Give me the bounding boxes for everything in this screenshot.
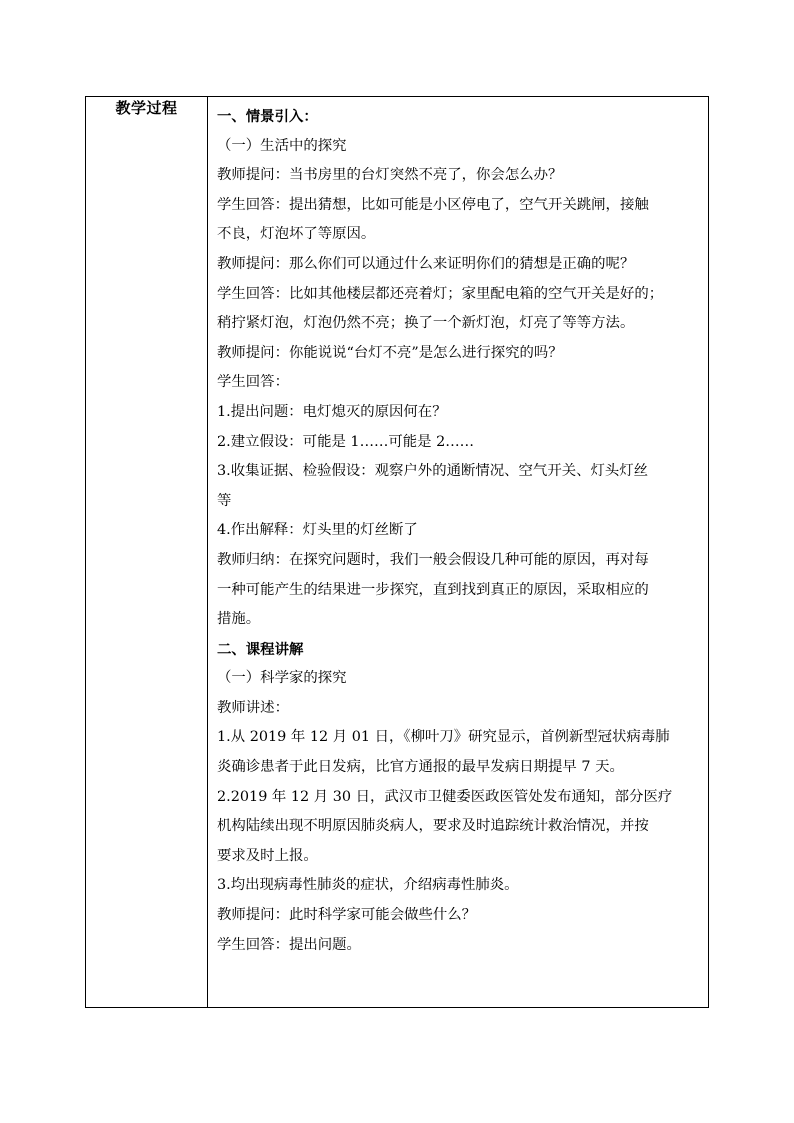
text-line: （一）生活中的探究 [217, 137, 347, 154]
text-line: 一种可能产生的结果进一步探究，直到找到真正的原因，采取相应的 [217, 581, 649, 598]
text-line: 2.建立假设：可能是 1……可能是 2…… [217, 433, 475, 450]
text-line: 学生回答：提出问题。 [217, 936, 361, 953]
text-line: 教师提问：那么你们可以通过什么来证明你们的猜想是正确的呢？ [217, 255, 635, 272]
table-row [86, 97, 709, 1008]
text-line: 1.从 2019 年 12 月 01 日，《柳叶刀》研究显示，首例新型冠状病毒肺 [217, 729, 670, 746]
text-line: 教师提问：当书房里的台灯突然不亮了，你会怎么办？ [217, 167, 563, 184]
text-line: 教师提问：你能说说“台灯不亮”是怎么进行探究的吗？ [217, 344, 563, 361]
text-line: 机构陆续出现不明原因肺炎病人，要求及时追踪统计救治情况，并按 [217, 818, 649, 835]
text-line: 教师归纳：在探究问题时，我们一般会假设几种可能的原因，再对每 [217, 551, 649, 568]
text-line: 措施。 [217, 611, 261, 628]
text-line: 1.提出问题：电灯熄灭的原因何在？ [217, 403, 447, 420]
text-line: 4.作出解释：灯头里的灯丝断了 [217, 522, 418, 539]
content-cell [208, 97, 709, 1008]
text-line: 3.均出现病毒性肺炎的症状，介绍病毒性肺炎。 [217, 877, 519, 894]
text-line: 教师提问：此时科学家可能会做些什么？ [217, 907, 477, 924]
row-label-cell [86, 97, 208, 1008]
text-line: 炎确诊患者于此日发病，比官方通报的最早发病日期提早 7 天。 [217, 759, 624, 776]
content-body [208, 97, 708, 960]
text-line: 学生回答：提出猜想，比如可能是小区停电了，空气开关跳闸，接触 [217, 196, 649, 213]
section-heading: 一、情景引入： [217, 108, 318, 125]
text-line: 要求及时上报。 [217, 847, 318, 864]
text-line: 3.收集证据、检验假设：观察户外的通断情况、空气开关、灯头灯丝 [217, 463, 649, 480]
row-label: 教学过程 [115, 99, 178, 117]
text-line: 2.2019 年 12 月 30 日，武汉市卫健委医政医管处发布通知，部分医疗 [217, 788, 673, 805]
text-line: 稍拧紧灯泡，灯泡仍然不亮；换了一个新灯泡，灯亮了等等方法。 [217, 315, 635, 332]
text-line: 等 [217, 492, 232, 509]
text-line: （一）科学家的探究 [217, 670, 347, 687]
text-line: 不良，灯泡坏了等原因。 [217, 226, 376, 243]
section-heading: 二、课程讲解 [217, 640, 304, 658]
lesson-table [85, 96, 709, 1008]
text-line: 教师讲述： [217, 699, 289, 716]
text-line: 学生回答：比如其他楼层都还亮着灯；家里配电箱的空气开关是好的； [217, 285, 664, 302]
text-line: 学生回答： [217, 374, 289, 391]
